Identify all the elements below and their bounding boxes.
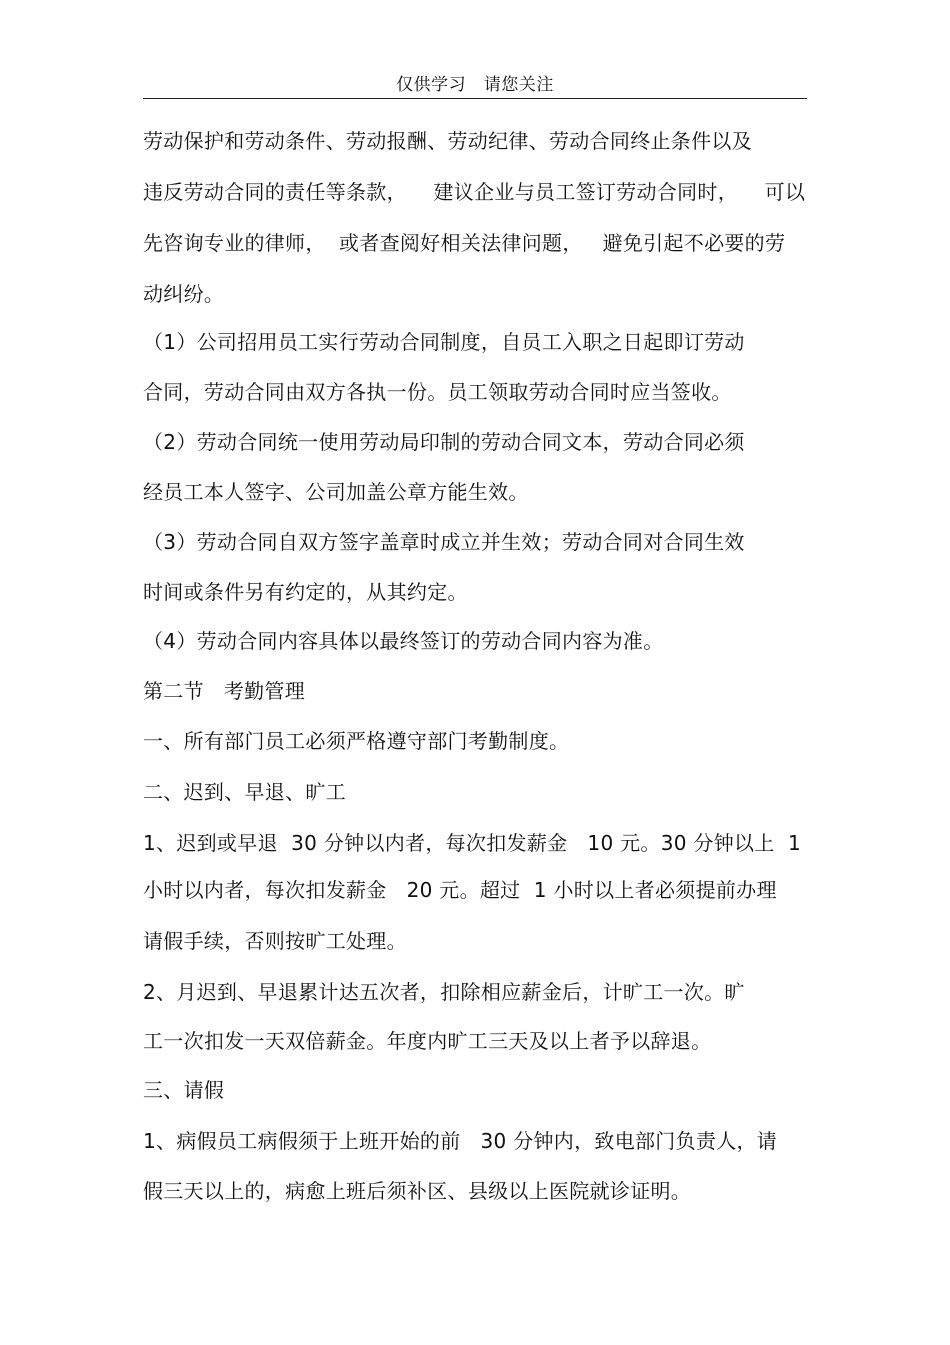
body-line: 1、迟到或早退 30 分钟以内者，每次扣发薪金 10 元。30 分钟以上 1 <box>143 831 801 855</box>
body-line: （2）劳动合同统一使用劳动局印制的劳动合同文本，劳动合同必须 <box>143 430 745 454</box>
body-line: 经员工本人签字、公司加盖公章方能生效。 <box>143 480 529 504</box>
body-line: 请假手续，否则按旷工处理。 <box>143 929 407 953</box>
page-header <box>143 66 807 99</box>
body-line: 工一次扣发一天双倍薪金。年度内旷工三天及以上者予以辞退。 <box>143 1029 712 1053</box>
body-line: 先咨询专业的律师， 或者查阅好相关法律问题， 避免引起不必要的劳 <box>143 231 786 255</box>
body-line: 劳动保护和劳动条件、劳动报酬、劳动纪律、劳动合同终止条件以及 <box>143 129 752 153</box>
body-line: （1）公司招用员工实行劳动合同制度，自员工入职之日起即订劳动 <box>143 330 745 354</box>
section-heading: 第二节 考勤管理 <box>143 679 306 703</box>
body-line: 小时以内者，每次扣发薪金 20 元。超过 1 小时以上者必须提前办理 <box>143 878 777 902</box>
body-line: 合同，劳动合同由双方各执一份。员工领取劳动合同时应当签收。 <box>143 380 732 404</box>
body-line: 1、病假员工病假须于上班开始的前 30 分钟内，致电部门负责人，请 <box>143 1129 778 1153</box>
body-line: 时间或条件另有约定的，从其约定。 <box>143 580 468 604</box>
body-line: （3）劳动合同自双方签字盖章时成立并生效；劳动合同对合同生效 <box>143 530 745 554</box>
header-text: 仅供学习 请您关注 <box>396 75 554 95</box>
body-line: 动纠纷。 <box>143 282 225 306</box>
subheading: 三、请假 <box>143 1078 225 1102</box>
body-line: 2、月迟到、早退累计达五次者，扣除相应薪金后，计旷工一次。旷 <box>143 980 745 1004</box>
subheading: 二、迟到、早退、旷工 <box>143 780 346 804</box>
body-line: 一、所有部门员工必须严格遵守部门考勤制度。 <box>143 729 570 753</box>
body-line: （4）劳动合同内容具体以最终签订的劳动合同内容为准。 <box>143 629 664 653</box>
body-line: 违反劳动合同的责任等条款， 建议企业与员工签订劳动合同时， 可以 <box>143 180 806 204</box>
body-line: 假三天以上的，病愈上班后须补区、县级以上医院就诊证明。 <box>143 1179 692 1203</box>
